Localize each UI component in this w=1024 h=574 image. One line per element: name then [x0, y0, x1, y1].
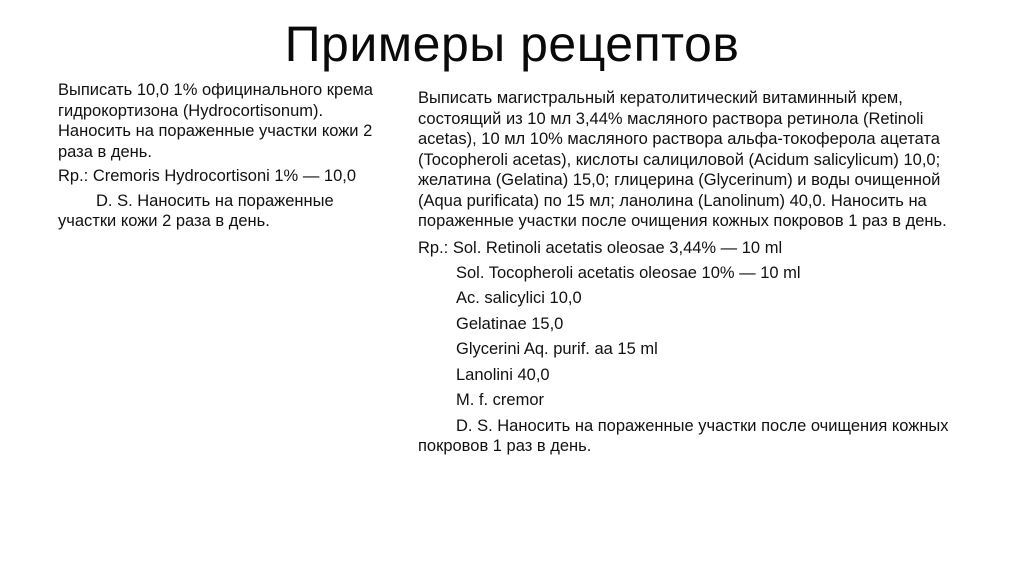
left-task-text: Выписать 10,0 1% официнального крема гидрокортизона (Hydrocortisonum). Наносить на пораженные участки кожи 2 раза в день. — [58, 81, 373, 161]
right-task-text: Выписать магистральный кератолитический витаминный крем, состоящий из 10 мл 3,44% масляного раствора ретинола (Retinoli acetas), 10 мл 10% масляного раствора альфа-токоферола ацетата (Tocopheroli acetas), кислоты салициловой (Acidum salicylicum) 10,0; желатина (Gelatina) 15,0; глицерина (Glycerinum) и воды очищенной (Aqua purificata) по 15 мл; ланолина (Lanolinum) 40,0. Наносить на пораженные участки после очищения кожных покровов 1 раз в день. — [418, 89, 947, 230]
left-prescription — [58, 80, 388, 236]
rx-ingredient: Ac. salicylici 10,0 — [456, 289, 582, 307]
right-rp-line: Rp.: Sol. Retinoli acetatis oleosae 3,44% — 10 ml — [418, 238, 783, 257]
left-ds-line: D. S. Наносить на пораженные участки кожи 2 раза в день. — [58, 191, 334, 230]
rx-ingredient: Glycerini Aq. purif. aa 15 ml — [456, 340, 658, 358]
rx-ingredient: Gelatinae 15,0 — [456, 314, 564, 333]
right-ds-line: D. S. Наносить на пораженные участки после очищения кожных покровов 1 раз в день. — [418, 416, 949, 455]
slide-title: Примеры рецептов — [284, 16, 740, 72]
right-prescription — [418, 88, 978, 457]
rx-ingredient: M. f. cremor — [456, 391, 545, 409]
rx-ingredient: Lanolini 40,0 — [456, 365, 550, 384]
left-rp-line: Rp.: Cremoris Hydrocortisoni 1% — 10,0 — [58, 167, 357, 185]
rx-ingredient: Sol. Tocopheroli acetatis oleosae 10% — 10 ml — [456, 263, 801, 282]
